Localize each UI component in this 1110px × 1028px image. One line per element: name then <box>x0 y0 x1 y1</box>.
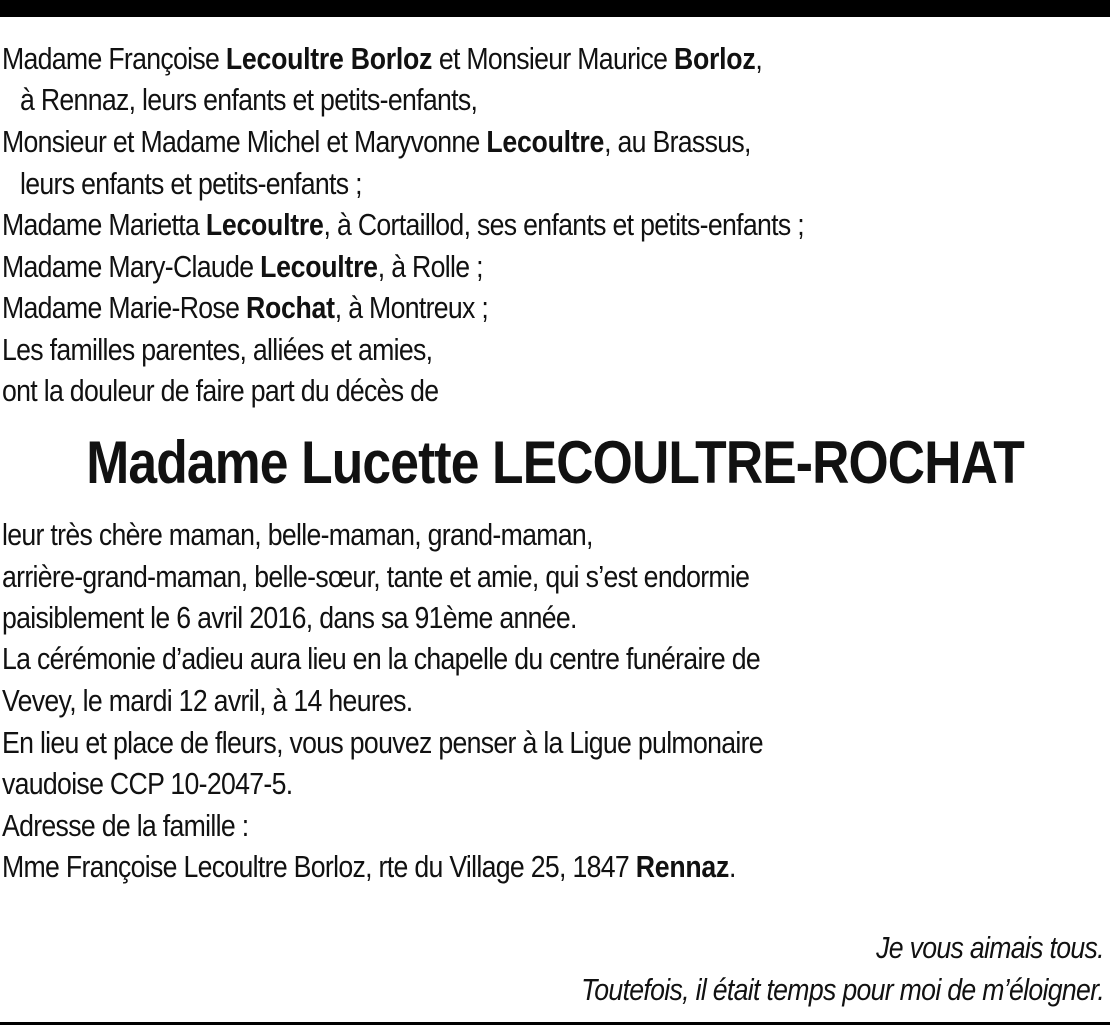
text: , à Cortaillod, ses enfants et petits-enfants ; <box>323 207 804 242</box>
body-line-6: En lieu et place de fleurs, vous pouvez penser à la Ligue pulmonaire <box>2 725 763 760</box>
bold-name: Lecoultre <box>486 124 605 159</box>
announcer-line-9: ont la douleur de faire part du décès de <box>2 373 439 408</box>
bold-name: Rennaz <box>635 849 730 884</box>
text: , à Montreux ; <box>334 290 489 325</box>
body-line-9 <box>2 846 736 888</box>
deceased-name-heading <box>0 430 1110 496</box>
body-line-3: paisiblement le 6 avril 2016, dans sa 91ème année. <box>2 600 577 635</box>
body-line-8: Adresse de la famille : <box>2 808 249 843</box>
announcer-line-4: leurs enfants et petits-enfants ; <box>20 166 362 201</box>
bold-name: Lecoultre <box>205 207 324 242</box>
body-line-2: arrière-grand-maman, belle-sœur, tante et amie, qui s’est endormie <box>2 559 750 594</box>
announcer-line-3 <box>2 121 751 163</box>
text: , au Brassus, <box>604 124 751 159</box>
text: Mme Françoise Lecoultre Borloz, rte du Village 25, 1847 <box>2 849 636 884</box>
deceased-name: Madame Lucette LECOULTRE-ROCHAT <box>86 429 1024 496</box>
text: Madame Françoise <box>2 41 226 76</box>
text: , <box>755 41 763 76</box>
announcer-line-6 <box>2 246 483 288</box>
text: et Monsieur Maurice <box>432 41 675 76</box>
announcer-line-1 <box>2 38 762 80</box>
bottom-rule <box>0 1022 1110 1025</box>
text: Madame Marietta <box>2 207 206 242</box>
announcer-line-5 <box>2 204 804 246</box>
bold-name: Borloz <box>674 41 756 76</box>
text: , à Rolle ; <box>377 249 483 284</box>
text: Madame Mary-Claude <box>2 249 261 284</box>
body-line-1: leur très chère maman, belle-maman, grand-maman, <box>2 517 593 552</box>
quote-line-1: Je vous aimais tous. <box>876 930 1104 965</box>
body-line-7: vaudoise CCP 10-2047-5. <box>2 766 293 801</box>
quote-line-2: Toutefois, il était temps pour moi de m’éloigner. <box>581 972 1104 1007</box>
text: Monsieur et Madame Michel et Maryvonne <box>2 124 487 159</box>
text: . <box>729 849 736 884</box>
announcer-line-8: Les familles parentes, alliées et amies, <box>2 332 433 367</box>
bold-name: Lecoultre Borloz <box>225 41 433 76</box>
body-line-4: La cérémonie d’adieu aura lieu en la chapelle du centre funéraire de <box>2 641 761 676</box>
announcer-line-7 <box>2 287 488 329</box>
body-line-5: Vevey, le mardi 12 avril, à 14 heures. <box>2 683 413 718</box>
bold-name: Rochat <box>245 290 335 325</box>
top-rule <box>0 0 1110 17</box>
announcer-line-2: à Rennaz, leurs enfants et petits-enfants, <box>20 82 478 117</box>
bold-name: Lecoultre <box>260 249 378 284</box>
text: Madame Marie-Rose <box>2 290 246 325</box>
